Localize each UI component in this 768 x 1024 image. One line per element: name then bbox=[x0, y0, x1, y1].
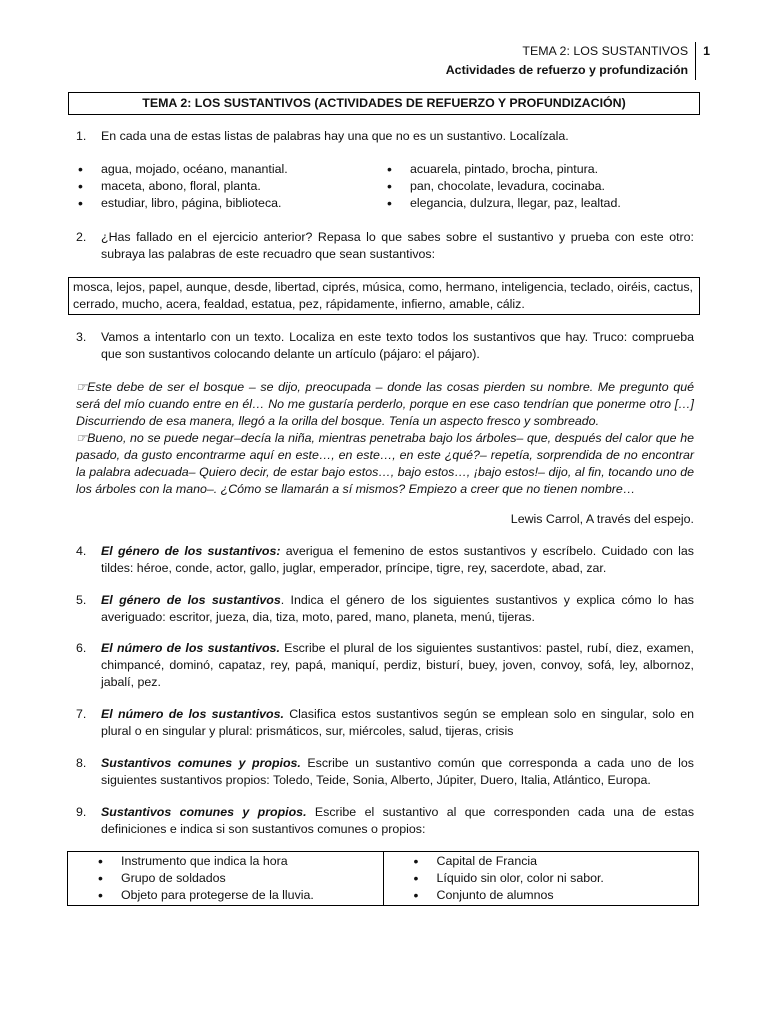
question-number: 2. bbox=[76, 230, 87, 244]
page-header bbox=[446, 42, 710, 80]
definition-item: • Conjunto de alumnos bbox=[412, 887, 695, 904]
question-text: Escribe el plural de los siguientes sustantivos: pastel, rubí, diez, examen, chimpancé, dominó, capataz, rey, papá, maniquí, perdiz, bisturí, buey, joven, convoy, sofá, ley, albornoz, jabalí, pez. bbox=[101, 641, 694, 689]
question-4 bbox=[76, 543, 694, 577]
question-title: Sustantivos comunes y propios. bbox=[101, 805, 307, 819]
pointing-hand-icon: ☞ bbox=[76, 431, 88, 445]
question-title: El número de los sustantivos. bbox=[101, 707, 284, 721]
definitions-left-cell bbox=[68, 852, 384, 906]
question-number: 9. bbox=[76, 805, 87, 819]
question-text: Escribe un sustantivo común que corresponda a cada uno de los siguientes sustantivos propios: Toledo, Teide, Sonia, Alberto, Júpiter, Duero, Italia, Atlántico, Europa. bbox=[101, 756, 694, 787]
list-item: • maceta, abono, floral, planta. bbox=[76, 178, 385, 195]
question-number: 8. bbox=[76, 756, 87, 770]
header-title: TEMA 2: LOS SUSTANTIVOS bbox=[522, 44, 689, 58]
question-text: Escribe el sustantivo al que corresponden cada una de estas definiciones e indica si son sustantivos comunes o propios: bbox=[101, 805, 695, 836]
question-title: Sustantivos comunes y propios. bbox=[101, 756, 301, 770]
question-text: . Indica el género de los siguientes sustantivos y explica cómo lo has averiguado: escritor, jueza, dia, tiza, moto, pared, mano, planeta, menú, tijeras. bbox=[101, 593, 694, 624]
header-text bbox=[446, 42, 696, 80]
definition-item: • Objeto para protegerse de la lluvia. bbox=[96, 887, 379, 904]
question-text: averigua el femenino de estos sustantivos y escríbelo. Cuidado con las tildes: héroe, conde, actor, gallo, juglar, emperador, príncipe, tigre, rey, sacerdote, abad, zar. bbox=[101, 544, 694, 575]
story-paragraph: Este debe de ser el bosque – se dijo, preocupada – donde las cosas pierden su nombre. Me pregunto qué será del mío cuando entre en él… No me gustaría perderlo, porque en ese caso tendrían que ponerme otro […] Discurriendo de esa manera, llegó a la orilla del bosque. Tenía un aspecto fresco y sombreado. bbox=[76, 380, 694, 428]
question-text: Clasifica estos sustantivos según se emplean solo en singular, solo en plural o en singular y plural: prismáticos, sur, miércoles, salud, tijeras, crisis bbox=[101, 707, 695, 738]
question-text: En cada una de estas listas de palabras hay una que no es un sustantivo. Localízala. bbox=[101, 129, 569, 143]
question-title: El género de los sustantivos bbox=[101, 593, 281, 607]
definitions-right-cell bbox=[383, 852, 699, 906]
story-excerpt bbox=[76, 379, 694, 498]
question-2 bbox=[76, 229, 694, 263]
list-item: • pan, chocolate, levadura, cocinaba. bbox=[385, 178, 694, 195]
question-number: 3. bbox=[76, 330, 87, 344]
question-text: Vamos a intentarlo con un texto. Localiza en este texto todos los sustantivos que hay. Truco: comprueba que son sustantivos colocando delante un artículo (pájaro: el pájaro). bbox=[101, 330, 694, 361]
story-author: Lewis Carrol, A través del espejo. bbox=[510, 512, 694, 526]
header-subtitle: Actividades de refuerzo y profundización bbox=[445, 63, 689, 77]
question-8 bbox=[76, 755, 694, 789]
question-number: 4. bbox=[76, 544, 87, 558]
list-item: • elegancia, dulzura, llegar, paz, lealtad. bbox=[385, 195, 694, 212]
definitions-table bbox=[67, 851, 699, 906]
question-1 bbox=[76, 128, 694, 145]
question-5 bbox=[76, 592, 694, 626]
page-number: 1 bbox=[703, 44, 710, 58]
question-number: 5. bbox=[76, 593, 87, 607]
question-text: ¿Has fallado en el ejercicio anterior? Repasa lo que sabes sobre el sustantivo y prueba con este otro: subraya las palabras de este recuadro que sean sustantivos: bbox=[101, 230, 694, 261]
question-title: El número de los sustantivos. bbox=[101, 641, 280, 655]
definition-item: • Instrumento que indica la hora bbox=[96, 853, 379, 870]
question-number: 6. bbox=[76, 641, 87, 655]
q1-list-left bbox=[76, 161, 385, 212]
q1-list-right bbox=[385, 161, 694, 212]
pointing-hand-icon: ☞ bbox=[76, 380, 88, 394]
question-6 bbox=[76, 640, 694, 691]
definition-item: • Capital de Francia bbox=[412, 853, 695, 870]
main-title: TEMA 2: LOS SUSTANTIVOS (ACTIVIDADES DE REFUERZO Y PROFUNDIZACIÓN) bbox=[68, 92, 700, 115]
definition-item: • Grupo de soldados bbox=[96, 870, 379, 887]
q1-word-lists bbox=[76, 161, 694, 212]
list-item: • agua, mojado, océano, manantial. bbox=[76, 161, 385, 178]
word-box: mosca, lejos, papel, aunque, desde, libertad, ciprés, música, como, hermano, inteligencia, teclado, oiréis, cactus, cerrado, mucho, acera, fealdad, estatua, pez, rápidamente, infierno, amable, cáliz. bbox=[68, 277, 700, 315]
question-number: 7. bbox=[76, 707, 87, 721]
question-7 bbox=[76, 706, 694, 740]
question-number: 1. bbox=[76, 129, 87, 143]
question-title: El género de los sustantivos: bbox=[101, 544, 281, 558]
story-paragraph: Bueno, no se puede negar–decía la niña, mientras penetraba bajo los árboles– que, después del calor que he pasado, da gusto encontrarme aquí en este…, en este…, en este ¿qué?– repetía, sorprendida de no encontrar la palabra adecuada– Quiero decir, de estar bajo estos…, bajo estos…, ¡bajo estos!– dijo, al fin, tocando uno de los árboles con la mano–. ¿Cómo se llamarán a sí mismos? Empiezo a creer que no tienen nombre… bbox=[76, 431, 694, 496]
question-3 bbox=[76, 329, 694, 363]
definition-item: • Líquido sin olor, color ni sabor. bbox=[412, 870, 695, 887]
list-item: • estudiar, libro, página, biblioteca. bbox=[76, 195, 385, 212]
question-9 bbox=[76, 804, 694, 838]
list-item: • acuarela, pintado, brocha, pintura. bbox=[385, 161, 694, 178]
